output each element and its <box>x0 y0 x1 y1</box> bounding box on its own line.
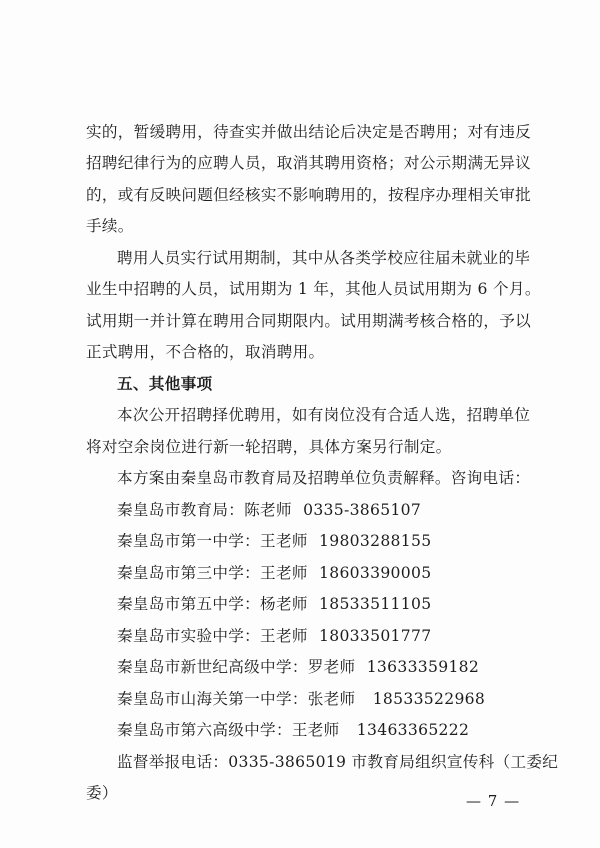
contact-name: 秦皇岛市教育局：陈老师 <box>117 501 292 519</box>
contact-name: 秦皇岛市山海关第一中学：张老师 <box>117 690 356 708</box>
contact-name: 秦皇岛市第五中学：杨老师 <box>117 595 308 613</box>
paragraph-1-line-2: 招聘纪律行为的应聘人员，取消其聘用资格；对公示期满无异议 <box>86 154 532 172</box>
contact-phone: 18533522968 <box>372 690 486 708</box>
contact-line <box>117 563 431 583</box>
paragraph-2-line-4: 正式聘用，不合格的，取消聘用。 <box>86 343 325 361</box>
contact-phone: 18603390005 <box>319 564 432 582</box>
paragraph-2-line-3: 试用期一并计算在聘用合同期限内。试用期满考核合格的，予以 <box>86 312 532 330</box>
paragraph-3-line-1: 本次公开招聘择优聘用，如有岗位没有合适人选，招聘单位 <box>117 406 531 424</box>
contact-phone: 0335-3865107 <box>303 501 422 519</box>
supervision-line-1: 监督举报电话：0335-3865019 市教育局组织宣传科（工委纪 <box>117 753 559 771</box>
section-heading: 五、其他事项 <box>117 375 213 393</box>
supervision-line-2: 委） <box>86 784 118 802</box>
paragraph-1-line-4: 手续。 <box>86 217 134 235</box>
contact-phone: 13463365222 <box>356 721 470 739</box>
contact-line <box>117 531 431 551</box>
page-number: — 7 — <box>466 792 521 810</box>
paragraph-2-line-1: 聘用人员实行试用期制，其中从各类学校应往届未就业的毕 <box>117 249 531 267</box>
contact-name: 秦皇岛市实验中学：王老师 <box>117 627 308 645</box>
paragraph-3-line-2: 将对空余岗位进行新一轮招聘，具体方案另行制定。 <box>86 438 452 456</box>
contact-name: 秦皇岛市新世纪高级中学：罗老师 <box>117 658 356 676</box>
contact-phone: 13633359182 <box>366 658 480 676</box>
contact-name: 秦皇岛市第六高级中学：王老师 <box>117 721 340 739</box>
contact-phone: 18533511105 <box>319 595 432 613</box>
contact-line <box>117 657 479 677</box>
contact-line <box>117 720 469 740</box>
paragraph-4-line-1: 本方案由秦皇岛市教育局及招聘单位负责解释。咨询电话： <box>117 469 531 487</box>
contact-line <box>117 626 431 646</box>
contact-line <box>117 500 421 520</box>
paragraph-2-line-2: 业生中招聘的人员，试用期为 1 年，其他人员试用期为 6 个月。 <box>86 280 541 298</box>
contact-line <box>117 689 485 709</box>
contact-name: 秦皇岛市第三中学：王老师 <box>117 564 308 582</box>
paragraph-1-line-3: 的，或有反映问题但经核实不影响聘用的，按程序办理相关审批 <box>86 186 532 204</box>
contact-line <box>117 594 431 614</box>
paragraph-1-line-1: 实的，暂缓聘用，待查实并做出结论后决定是否聘用；对有违反 <box>86 123 532 141</box>
contact-phone: 19803288155 <box>319 532 432 550</box>
contact-phone: 18033501777 <box>319 627 432 645</box>
contact-name: 秦皇岛市第一中学：王老师 <box>117 532 308 550</box>
